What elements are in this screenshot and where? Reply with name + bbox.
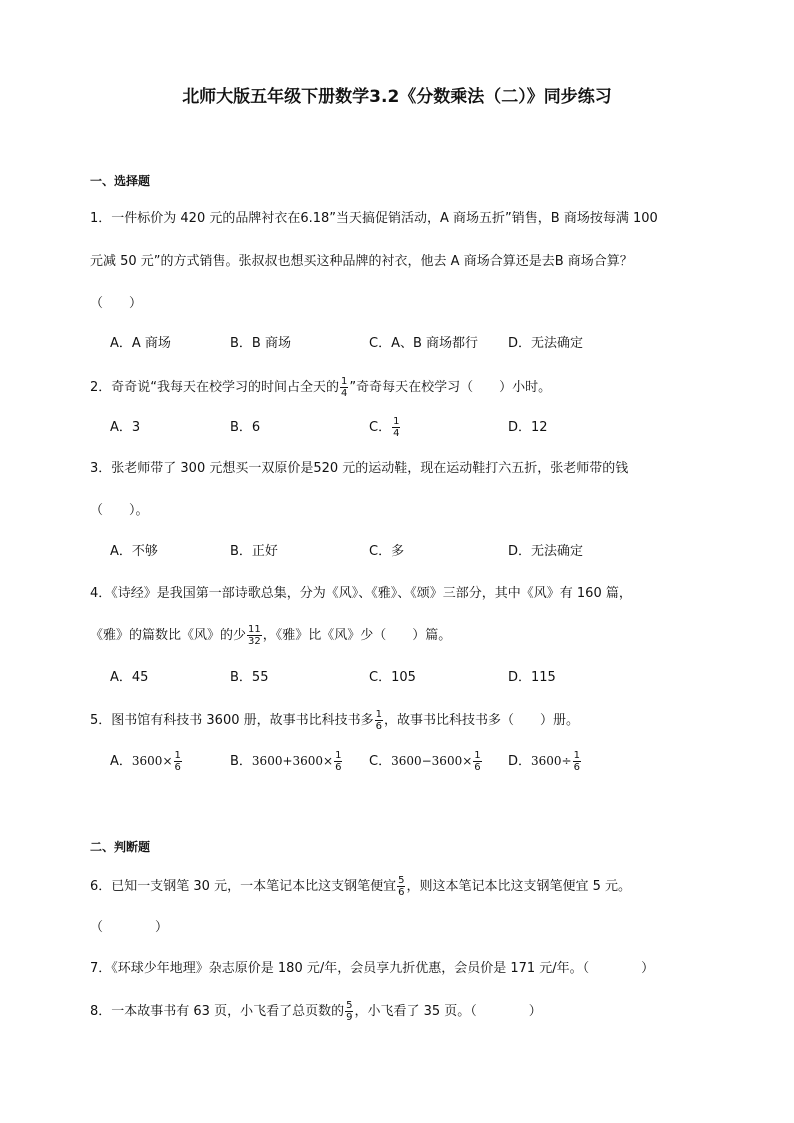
fraction-numerator: 1 bbox=[393, 416, 400, 427]
question-4-text-post: ，《雅》比《风》少（ ）篇。 bbox=[262, 628, 452, 643]
question-2-text-post: ”奇奇每天在校学习（ ）小时。 bbox=[349, 380, 552, 395]
page-title: 北师大版五年级下册数学3.2《分数乘法（二）》同步练习 bbox=[182, 87, 612, 107]
question-8-text-post: ，小飞看了 35 页。（ ） bbox=[354, 1004, 542, 1019]
question-1-option-b: B．B 商场 bbox=[230, 336, 291, 351]
option-label: C． bbox=[369, 754, 392, 769]
option-label: C． bbox=[369, 420, 392, 435]
option-label: D． bbox=[508, 754, 532, 769]
question-6-text-pre: 6．已知一支钢笔 30 元，一本笔记本比这支钢笔便宜 bbox=[90, 879, 397, 894]
question-2-option-d: D．12 bbox=[508, 420, 548, 435]
fraction-numerator: 1 bbox=[375, 709, 382, 720]
question-1-line-3: （ ） bbox=[90, 296, 143, 311]
fraction-eleven-thirty-seconds bbox=[247, 624, 262, 647]
option-label: A． bbox=[110, 754, 132, 769]
question-3-option-a: A．不够 bbox=[110, 544, 158, 559]
fraction-denominator: 6 bbox=[398, 887, 405, 898]
fraction-numerator: 5 bbox=[398, 875, 405, 886]
question-2-text-pre: 2．奇奇说“我每天在校学习的时间占全天的 bbox=[90, 380, 340, 395]
fraction-denominator: 6 bbox=[375, 721, 382, 732]
question-8-text-pre: 8．一本故事书有 63 页，小飞看了总页数的 bbox=[90, 1004, 345, 1019]
question-3-option-c: C．多 bbox=[369, 544, 405, 559]
fraction-numerator: 1 bbox=[573, 750, 580, 761]
question-2-option-b: B．6 bbox=[230, 420, 261, 435]
question-7-stem: 7．《环球少年地理》杂志原价是 180 元/年，会员享九折优惠，会员价是 171 元/年。（ ） bbox=[90, 961, 655, 976]
question-5-option-b bbox=[230, 750, 343, 773]
question-6-stem bbox=[90, 875, 631, 898]
question-4-line-2 bbox=[90, 624, 451, 647]
fraction-numerator: 5 bbox=[346, 1000, 353, 1011]
question-3-option-d: D．无法确定 bbox=[508, 544, 584, 559]
fraction-one-sixth bbox=[573, 750, 581, 773]
section-heading-judge: 二、判断题 bbox=[90, 840, 151, 854]
question-2-option-c bbox=[369, 416, 401, 439]
fraction-denominator: 4 bbox=[341, 388, 348, 399]
option-label: B． bbox=[230, 754, 252, 769]
fraction-one-sixth bbox=[375, 709, 383, 732]
fraction-denominator: 4 bbox=[393, 428, 400, 439]
fraction-denominator: 9 bbox=[346, 1012, 353, 1023]
question-1-option-a: A．A 商场 bbox=[110, 336, 171, 351]
question-4-option-b: B．55 bbox=[230, 670, 269, 685]
option-expression: 3600× bbox=[131, 754, 173, 768]
fraction-denominator: 32 bbox=[248, 636, 261, 647]
option-expression: 3600+3600× bbox=[251, 754, 334, 768]
question-1-line-2: 元减 50 元”的方式销售。张叔叔也想买这种品牌的衬衣，他去 A 商场合算还是去B 商场合算？ bbox=[90, 254, 633, 269]
fraction-one-sixth bbox=[174, 750, 182, 773]
section-heading-choice: 一、选择题 bbox=[90, 174, 151, 188]
question-4-option-a: A．45 bbox=[110, 670, 149, 685]
fraction-numerator: 11 bbox=[248, 624, 261, 635]
question-4-option-d: D．115 bbox=[508, 670, 556, 685]
question-3-option-b: B．正好 bbox=[230, 544, 278, 559]
question-2-stem bbox=[90, 376, 551, 399]
question-2-option-a: A．3 bbox=[110, 420, 141, 435]
question-1-line-1: 1．一件标价为 420 元的品牌衬衣在6.18”当天搞促销活动，A 商场五折”销售，B 商场按每满 100 bbox=[90, 211, 658, 226]
fraction-one-sixth bbox=[473, 750, 481, 773]
option-expression: 3600−3600× bbox=[391, 754, 473, 768]
question-1-option-c: C．A、B 商场都行 bbox=[369, 336, 479, 351]
question-5-option-d bbox=[508, 750, 582, 773]
question-6-text-post: ，则这本笔记本比这支钢笔便宜 5 元。 bbox=[406, 879, 631, 894]
question-1-option-d: D．无法确定 bbox=[508, 336, 584, 351]
fraction-denominator: 6 bbox=[573, 762, 580, 773]
fraction-five-ninths bbox=[345, 1000, 353, 1023]
question-5-text-pre: 5．图书馆有科技书 3600 册，故事书比科技书多 bbox=[90, 713, 374, 728]
question-3-line-1: 3．张老师带了 300 元想买一双原价是520 元的运动鞋，现在运动鞋打六五折，张老师带的钱 bbox=[90, 461, 629, 476]
fraction-one-quarter bbox=[392, 416, 400, 439]
fraction-one-sixth bbox=[334, 750, 342, 773]
fraction-numerator: 1 bbox=[341, 376, 348, 387]
question-3-line-2: （ ）。 bbox=[90, 503, 149, 518]
question-5-text-post: ，故事书比科技书多（ ）册。 bbox=[384, 713, 580, 728]
fraction-denominator: 6 bbox=[474, 762, 481, 773]
question-5-option-a bbox=[110, 750, 183, 773]
question-4-line-1: 4．《诗经》是我国第一部诗歌总集，分为《风》、《雅》、《颂》三部分，其中《风》有 160 篇， bbox=[90, 586, 632, 601]
fraction-numerator: 1 bbox=[174, 750, 181, 761]
option-expression: 3600÷ bbox=[531, 754, 572, 768]
question-4-option-c: C．105 bbox=[369, 670, 416, 685]
question-4-text-pre: 《雅》的篇数比《风》的少 bbox=[90, 628, 247, 643]
question-6-answer-blank: （ ） bbox=[90, 920, 169, 935]
fraction-denominator: 6 bbox=[174, 762, 181, 773]
question-8-stem bbox=[90, 1000, 542, 1023]
fraction-numerator: 1 bbox=[335, 750, 342, 761]
question-5-option-c bbox=[369, 750, 483, 773]
fraction-denominator: 6 bbox=[335, 762, 342, 773]
fraction-numerator: 1 bbox=[474, 750, 481, 761]
fraction-five-sixths bbox=[397, 875, 405, 898]
question-5-stem bbox=[90, 709, 579, 732]
fraction-one-quarter bbox=[340, 376, 348, 399]
